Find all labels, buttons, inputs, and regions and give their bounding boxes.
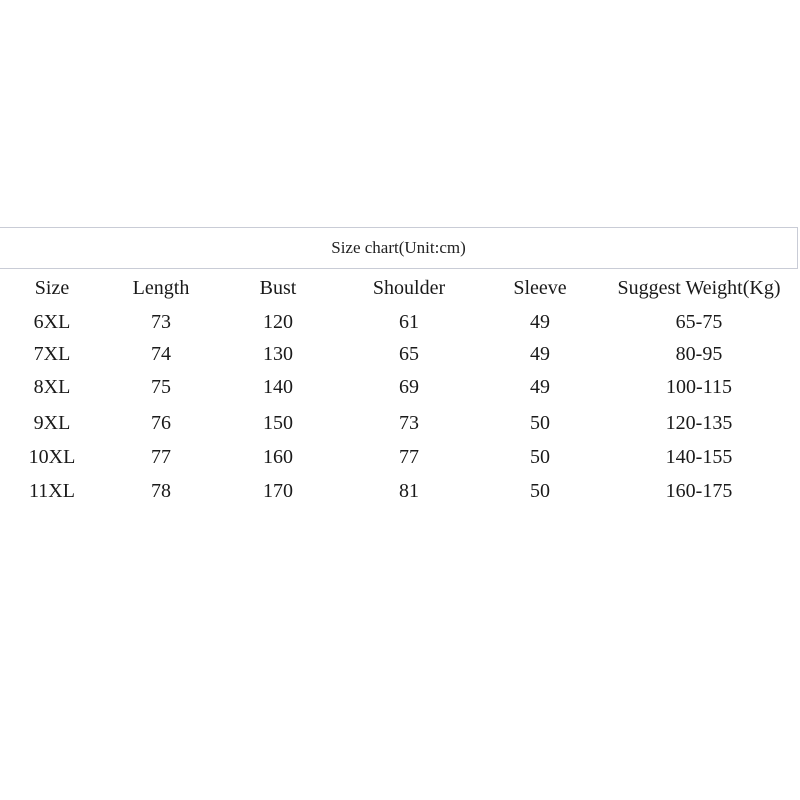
header-bust: Bust (259, 277, 297, 299)
cell-suggest-weight: 140-155 (665, 446, 733, 468)
cell-shoulder: 73 (399, 412, 419, 434)
cell-suggest-weight: 80-95 (675, 343, 723, 365)
cell-sleeve: 50 (530, 480, 550, 502)
cell-length: 77 (151, 446, 171, 468)
table-header-row (0, 272, 800, 304)
header-sleeve: Sleeve (513, 277, 567, 299)
header-shoulder: Shoulder (372, 277, 446, 299)
table-row (0, 338, 800, 370)
table-row (0, 407, 800, 439)
table-row (0, 441, 800, 473)
cell-length: 74 (151, 343, 171, 365)
header-suggest-weight: Suggest Weight(Kg) (617, 277, 781, 299)
cell-bust: 160 (263, 446, 293, 468)
cell-sleeve: 50 (530, 446, 550, 468)
size-chart-title-bar (0, 227, 798, 269)
cell-bust: 170 (263, 480, 293, 502)
cell-sleeve: 49 (530, 311, 550, 333)
cell-bust: 140 (263, 376, 293, 398)
cell-length: 75 (151, 376, 171, 398)
table-row (0, 475, 800, 507)
cell-bust: 120 (263, 311, 293, 333)
cell-shoulder: 61 (399, 311, 419, 333)
header-length: Length (132, 277, 190, 299)
cell-length: 76 (151, 412, 171, 434)
size-chart-title: Size chart(Unit:cm) (331, 238, 466, 257)
cell-suggest-weight: 65-75 (675, 311, 723, 333)
table-row (0, 371, 800, 403)
cell-size: 11XL (29, 480, 75, 502)
cell-suggest-weight: 100-115 (666, 376, 732, 398)
cell-suggest-weight: 160-175 (665, 480, 733, 502)
cell-sleeve: 49 (530, 343, 550, 365)
cell-sleeve: 50 (530, 412, 550, 434)
cell-bust: 150 (263, 412, 293, 434)
cell-sleeve: 49 (530, 376, 550, 398)
cell-shoulder: 65 (399, 343, 419, 365)
cell-size: 10XL (28, 446, 76, 468)
cell-length: 78 (151, 480, 171, 502)
cell-size: 6XL (33, 311, 71, 333)
cell-shoulder: 77 (399, 446, 419, 468)
cell-size: 9XL (33, 412, 71, 434)
cell-suggest-weight: 120-135 (665, 412, 733, 434)
table-row (0, 306, 800, 338)
cell-shoulder: 81 (399, 480, 419, 502)
cell-size: 7XL (33, 343, 71, 365)
cell-shoulder: 69 (399, 376, 419, 398)
header-size: Size (34, 277, 70, 299)
cell-bust: 130 (263, 343, 293, 365)
cell-size: 8XL (33, 376, 71, 398)
cell-length: 73 (151, 311, 171, 333)
